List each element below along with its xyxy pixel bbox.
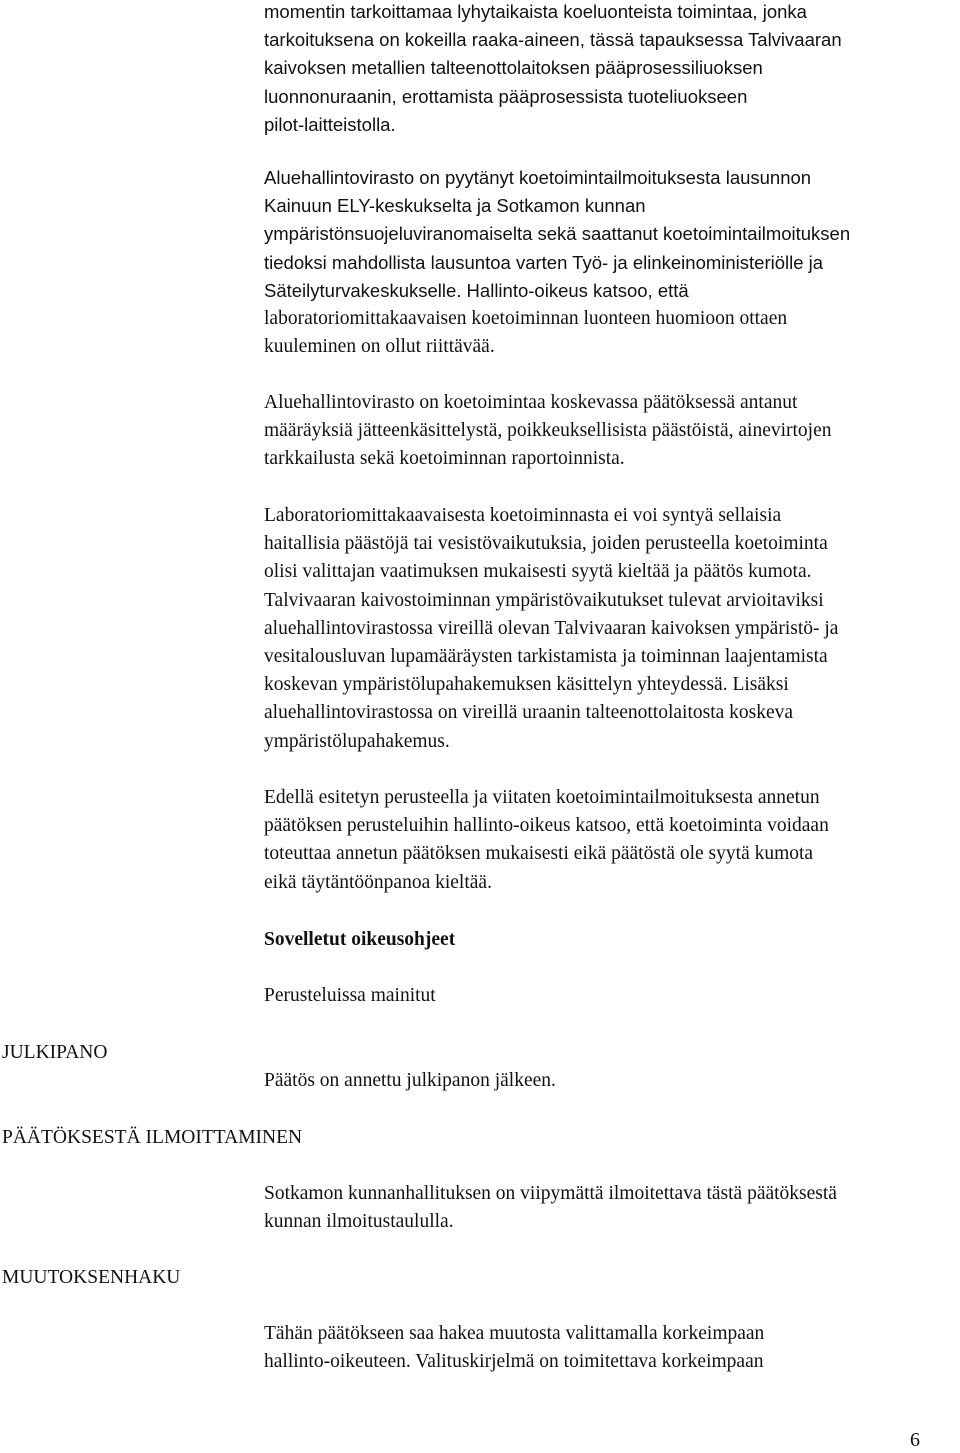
paragraph-line: Säteilyturvakeskukselle. Hallinto-oikeus katsoo, että	[264, 279, 689, 301]
paragraph-line: Edellä esitetyn perusteella ja viitaten koetoimintailmoituksesta annetun	[264, 787, 820, 808]
paragraph-line: Aluehallintovirasto on koetoimintaa koskevassa päätöksessä antanut	[264, 392, 798, 413]
paragraph-line: tarkoituksena on kokeilla raaka-aineen, tässä tapauksessa Talvivaaran	[264, 29, 842, 51]
paragraph-line: koskevan ympäristölupahakemuksen käsittelyn yhteydessä. Lisäksi	[264, 674, 789, 696]
heading-text: Sovelletut oikeusohjeet	[264, 929, 456, 950]
paragraph-line: hallinto-oikeuteen. Valituskirjelmä on toimitettava korkeimpaan	[264, 1351, 764, 1373]
paragraph-line: momentin tarkoittamaa lyhytaikaista koeluonteista toimintaa, jonka	[264, 1, 807, 22]
paragraph-line: Päätös on annettu julkipanon jälkeen.	[264, 1070, 556, 1091]
paragraph-line: ympäristönsuojeluviranomaiselta sekä saattanut koetoimintailmoituksen	[264, 223, 851, 245]
paragraph-line: Laboratoriomittakaavaisesta koetoiminnasta ei voi syntyä sellaisia	[264, 505, 782, 526]
paragraph-line: kunnan ilmoitustaululla.	[264, 1211, 454, 1233]
paragraph-line: Aluehallintovirasto on pyytänyt koetoimintailmoituksesta lausunnon	[264, 167, 812, 188]
paragraph-line: luonnonuraanin, erottamista pääprosessista tuoteliuokseen	[264, 85, 748, 107]
paragraph-line: kuuleminen on ollut riittävää.	[264, 336, 495, 358]
side-heading-ilmoittaminen: PÄÄTÖKSESTÄ ILMOITTAMINEN	[2, 1127, 303, 1148]
paragraph-line: tiedoksi mahdollista lausuntoa varten Työ- ja elinkeinoministeriölle ja	[264, 251, 824, 273]
ilmoittaminen-text	[264, 1180, 837, 1236]
julkipano-text	[264, 1067, 556, 1095]
paragraph-line: Sotkamon kunnanhallituksen on viipymättä ilmoitettava tästä päätöksestä	[264, 1183, 837, 1204]
paragraph-line: tarkkailusta sekä koetoiminnan raportoinnista.	[264, 448, 625, 470]
paragraph-line: Kainuun ELY-keskukselta ja Sotkamon kunnan	[264, 195, 646, 217]
side-heading-julkipano: JULKIPANO	[2, 1042, 108, 1063]
paragraph-line: eikä täytäntöönpanoa kieltää.	[264, 871, 492, 893]
applied-rules-text	[264, 982, 436, 1010]
muutoksenhaku-text	[264, 1320, 764, 1376]
paragraph-line: Perusteluissa mainitut	[264, 985, 436, 1006]
paragraph-3	[264, 389, 832, 474]
paragraph-line: kaivoksen metallien talteenottolaitoksen pääprosessiliuoksen	[264, 57, 763, 79]
paragraph-line: Tähän päätökseen saa hakea muutosta valittamalla korkeimpaan	[264, 1323, 765, 1344]
paragraph-line: aluehallintovirastossa vireillä olevan Talvivaaran kaivoksen ympäristö- ja	[264, 617, 839, 639]
paragraph-1	[264, 0, 842, 139]
paragraph-line: Talvivaaran kaivostoiminnan ympäristövaikutukset tulevat arvioitaviksi	[264, 589, 824, 611]
paragraph-line: aluehallintovirastossa on vireillä uraanin talteenottolaitosta koskeva	[264, 702, 794, 724]
paragraph-line: olisi valittajan vaatimuksen mukaisesti syytä kieltää ja päätös kumota.	[264, 561, 812, 583]
side-heading-muutoksenhaku: MUUTOKSENHAKU	[2, 1267, 181, 1288]
paragraph-5	[264, 784, 829, 897]
paragraph-line: määräyksiä jätteenkäsittelystä, poikkeuksellisista päästöistä, ainevirtojen	[264, 420, 832, 442]
paragraph-2	[264, 164, 850, 361]
paragraph-4	[264, 502, 838, 756]
paragraph-line: laboratoriomittakaavaisen koetoiminnan luonteen huomioon ottaen	[264, 308, 788, 330]
paragraph-line: vesitalousluvan lupamääräysten tarkistamista ja toiminnan laajentamista	[264, 646, 828, 668]
paragraph-line: pilot-laitteistolla.	[264, 113, 396, 135]
applied-rules-heading	[264, 926, 455, 954]
paragraph-line: haitallisia päästöjä tai vesistövaikutuksia, joiden perusteella koetoiminta	[264, 533, 828, 555]
page-number: 6	[910, 1429, 920, 1451]
paragraph-line: päätöksen perusteluihin hallinto-oikeus katsoo, että koetoiminta voidaan	[264, 815, 829, 837]
paragraph-line: toteuttaa annetun päätöksen mukaisesti eikä päätöstä ole syytä kumota	[264, 843, 814, 865]
paragraph-line: ympäristölupahakemus.	[264, 730, 450, 752]
